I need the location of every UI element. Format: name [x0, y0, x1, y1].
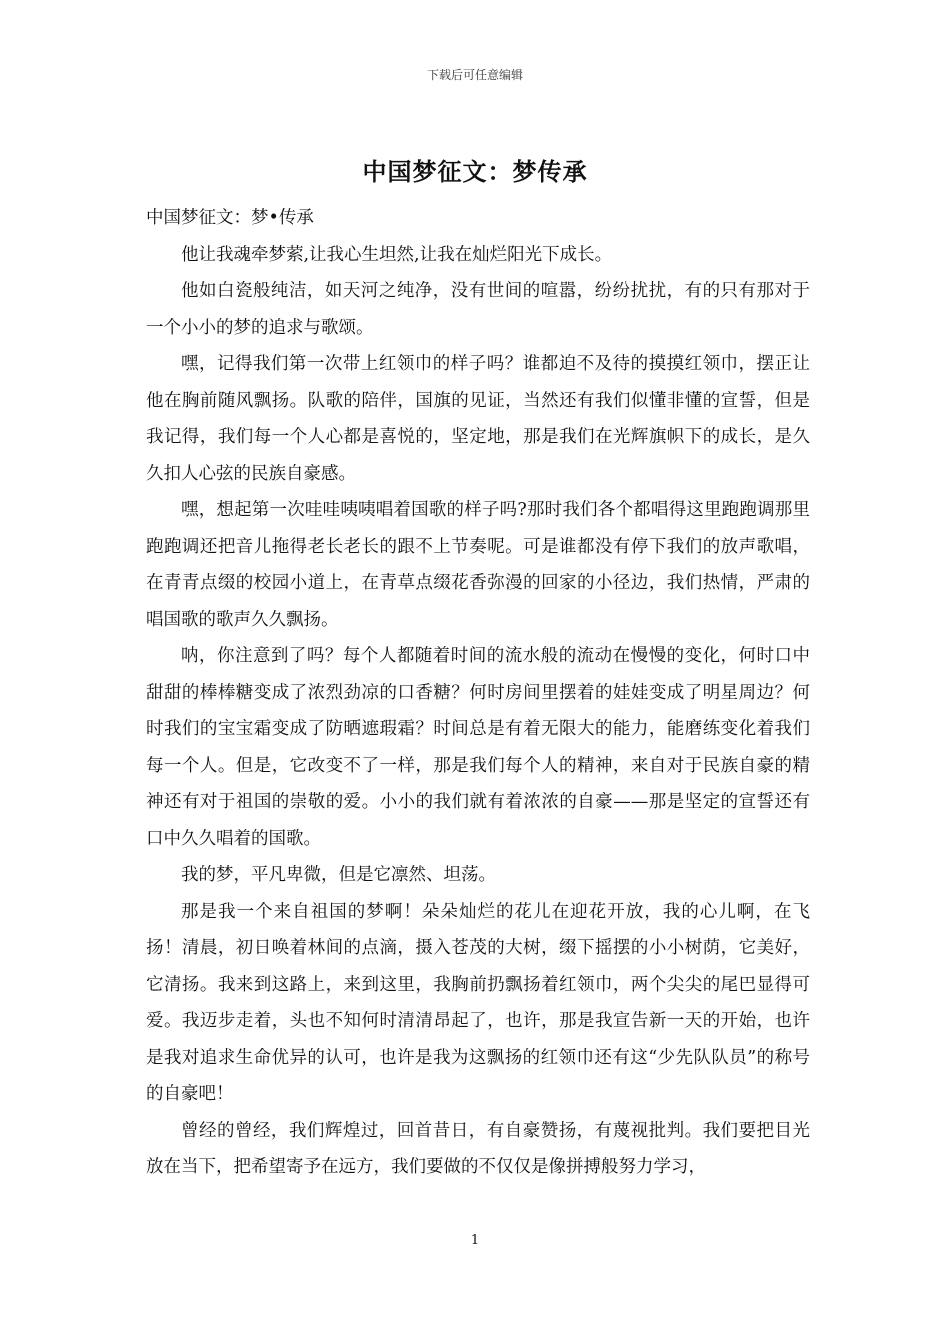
page-number: 1	[470, 1233, 480, 1248]
paragraph: 呐，你注意到了吗？每个人都随着时间的流水般的流动在慢慢的变化，何时口中甜甜的棒棒糖变成了浓烈劲凉的口香糖？何时房间里摆着的娃娃变成了明星周边？何时我们的宝宝霜变成了防晒遮瑕霜？时间总是有着无限大的能力，能磨练变化着我们每一个人。但是，它改变不了一样，那是我们每个人的精神，来自对于民族自豪的精神还有对于祖国的崇敬的爱。小小的我们就有着浓浓的自豪——那是坚定的宣誓还有口中久久唱着的国歌。	[146, 646, 810, 849]
document-subtitle: 中国梦征文：梦•传承	[146, 208, 314, 228]
document-title: 中国梦征文：梦传承	[362, 157, 588, 186]
paragraph: 曾经的曾经，我们辉煌过，回首昔日，有自豪赞扬，有蔑视批判。我们要把目光放在当下，把希望寄予在远方，我们要做的不仅仅是像拼搏般努力学习，	[146, 1120, 810, 1177]
page-header: 下载后可任意编辑	[426, 68, 523, 82]
paragraph: 我的梦，平凡卑微，但是它凛然、坦荡。	[181, 865, 496, 885]
document-body	[146, 200, 810, 1186]
paragraph: 他让我魂牵梦萦,让我心生坦然,让我在灿烂阳光下成长。	[181, 244, 613, 265]
paragraph: 嘿，想起第一次哇哇咦咦唱着国歌的样子吗?那时我们各个都唱得这里跑跑调那里跑跑调还把音儿拖得老长老长的跟不上节奏呢。可是谁都没有停下我们的放声歌唱，在青青点缀的校园小道上，在青草点缀花香弥漫的回家的小径边，我们热情，严肃的唱国歌的歌声久久飘扬。	[146, 500, 810, 630]
paragraph: 他如白瓷般纯洁，如天河之纯净，没有世间的喧嚣，纷纷扰扰，有的只有那对于一个小小的梦的追求与歌颂。	[146, 281, 810, 338]
paragraph: 嘿，记得我们第一次带上红领巾的样子吗？谁都迫不及待的摸摸红领巾，摆正让他在胸前随风飘扬。队歌的陪伴，国旗的见证，当然还有我们似懂非懂的宣誓，但是我记得，我们每一个人心都是喜悦的，坚定地，那是我们在光辉旗帜下的成长，是久久扣人心弦的民族自豪感。	[146, 354, 810, 484]
paragraph: 那是我一个来自祖国的梦啊！朵朵灿烂的花儿在迎花开放，我的心儿啊，在飞扬！清晨，初日唤着林间的点滴，摄入苍茂的大树，缀下摇摆的小小树荫，它美好，它清扬。我来到这路上，来到这里，我胸前扔飘扬着红领巾，两个尖尖的尾巴显得可爱。我迈步走着，头也不知何时清清昂起了，也许，那是我宣告新一天的开始，也许是我对追求生命优异的认可，也许是我为这飘扬的红领巾还有这“少先队队员”的称号的自豪吧！	[146, 901, 810, 1104]
